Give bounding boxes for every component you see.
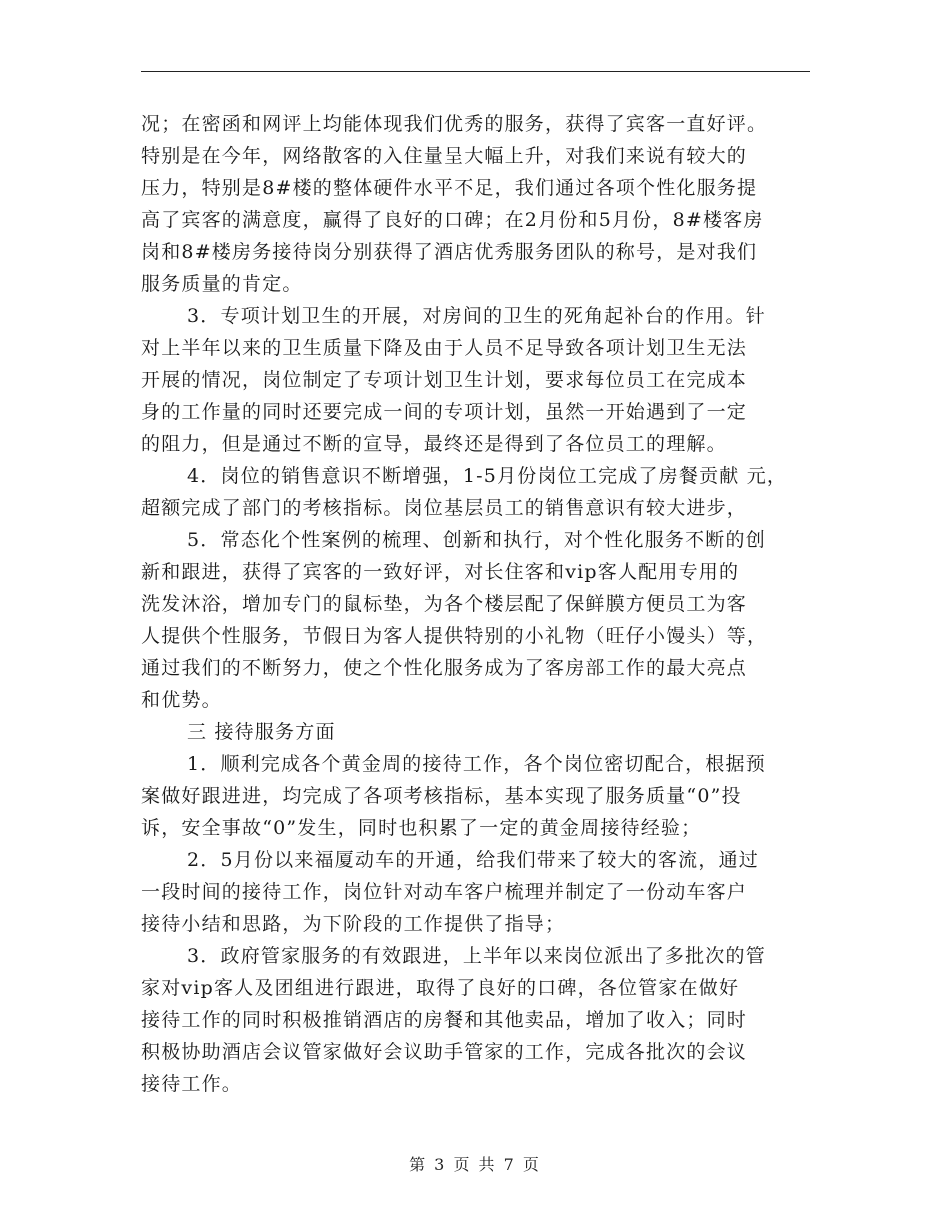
- text-line: 超额完成了部门的考核指标。岗位基层员工的销售意识有较大进步，: [141, 497, 748, 519]
- text-line: 况；在密函和网评上均能体现我们优秀的服务，获得了宾客一直好评。: [141, 113, 768, 135]
- document-body: [141, 108, 821, 1100]
- text-line: 家对vip客人及团组进行跟进，取得了良好的口碑，各位管家在做好: [141, 977, 740, 999]
- text-line: 通过我们的不断努力，使之个性化服务成为了客房部工作的最大亮点: [141, 657, 748, 679]
- text-line: 岗和8#楼房务接待岗分别获得了酒店优秀服务团队的称号，是对我们: [141, 241, 758, 263]
- text-line: 和优势。: [141, 689, 222, 711]
- text-line: 接待小结和思路，为下阶段的工作提供了指导；: [141, 913, 566, 935]
- section-heading: 三 接待服务方面: [187, 721, 336, 743]
- text-line: 服务质量的肯定。: [141, 273, 303, 295]
- paragraph-start-line: 2．5月份以来福厦动车的开通，给我们带来了较大的客流，通过: [187, 849, 759, 871]
- text-line: 压力，特别是8#楼的整体硬件水平不足，我们通过各项个性化服务提: [141, 177, 758, 199]
- text-line: 接待工作。: [141, 1073, 243, 1095]
- text-line: 的阻力，但是通过不断的宣导，最终还是得到了各位员工的理解。: [141, 433, 727, 455]
- text-line: 对上半年以来的卫生质量下降及由于人员不足导致各项计划卫生无法: [141, 337, 748, 359]
- paragraph-start-line: 1．顺利完成各个黄金周的接待工作，各个岗位密切配合，根据预: [187, 753, 766, 775]
- paragraph-start-line: 5．常态化个性案例的梳理、创新和执行，对个性化服务不断的创: [187, 529, 766, 551]
- text-line: 案做好跟进进，均完成了各项考核指标，基本实现了服务质量“0”投: [141, 785, 742, 807]
- paragraph-start-line: 4．岗位的销售意识不断增强，1-5月份岗位工完成了房餐贡献 元，: [187, 465, 788, 487]
- header-rule: [141, 71, 810, 72]
- page-number-footer: 第 3 页 共 7 页: [409, 1155, 541, 1174]
- text-line: 接待工作的同时积极推销酒店的房餐和其他卖品，增加了收入；同时: [141, 1009, 748, 1031]
- text-line: 新和跟进，获得了宾客的一致好评，对长住客和vip客人配用专用的: [141, 561, 740, 583]
- text-line: 开展的情况，岗位制定了专项计划卫生计划，要求每位员工在完成本: [141, 369, 748, 391]
- text-line: 洗发沐浴，增加专门的鼠标垫，为各个楼层配了保鲜膜方便员工为客: [141, 593, 748, 615]
- text-line: 高了宾客的满意度，赢得了良好的口碑；在2月份和5月份，8#楼客房: [141, 209, 764, 231]
- text-line: 积极协助酒店会议管家做好会议助手管家的工作，完成各批次的会议: [141, 1041, 748, 1063]
- text-line: 特别是在今年，网络散客的入住量呈大幅上升，对我们来说有较大的: [141, 145, 748, 167]
- paragraph-start-line: 3．政府管家服务的有效跟进，上半年以来岗位派出了多批次的管: [187, 945, 766, 967]
- paragraph-start-line: 3．专项计划卫生的开展，对房间的卫生的死角起补台的作用。针: [187, 305, 766, 327]
- text-line: 身的工作量的同时还要完成一间的专项计划，虽然一开始遇到了一定: [141, 401, 748, 423]
- text-line: 一段时间的接待工作，岗位针对动车客户梳理并制定了一份动车客户: [141, 881, 748, 903]
- text-line: 诉，安全事故“0”发生，同时也积累了一定的黄金周接待经验；: [141, 817, 702, 839]
- text-line: 人提供个性服务，节假日为客人提供特别的小礼物（旺仔小馒头）等，: [141, 625, 768, 647]
